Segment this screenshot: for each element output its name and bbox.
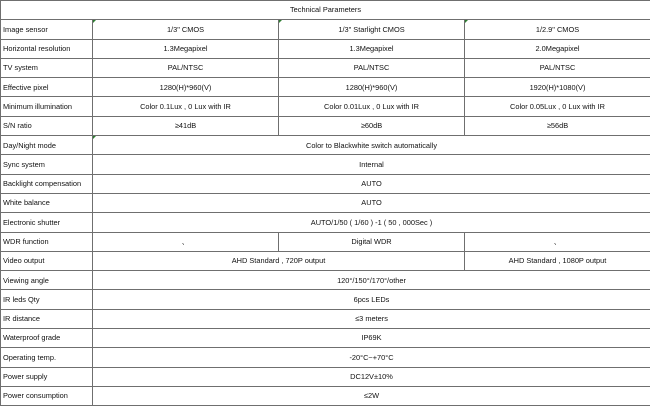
row-sn-ratio <box>1 116 650 135</box>
row-wdr-function <box>1 232 650 251</box>
value-cell: 、 <box>93 232 279 251</box>
row-label: Operating temp. <box>1 348 93 367</box>
row-white-balance <box>1 193 650 212</box>
row-minimum-illumination <box>1 97 650 116</box>
table-title: Technical Parameters <box>1 1 650 20</box>
value-cell: AUTO/1/50 ( 1/60 ) -1 ( 50 , 000Sec ) <box>93 213 650 232</box>
value-cell: Color to Blackwhite switch automatically <box>93 136 650 155</box>
row-operating-temp <box>1 348 650 367</box>
row-video-output <box>1 251 650 270</box>
value-cell: AUTO <box>93 193 650 212</box>
row-label: WDR function <box>1 232 93 251</box>
row-sync-system <box>1 155 650 174</box>
row-label: IR leds Qty <box>1 290 93 309</box>
row-waterproof-grade <box>1 329 650 348</box>
row-label: White balance <box>1 193 93 212</box>
title-row <box>1 1 650 20</box>
value-cell: 1920(H)*1080(V) <box>465 78 650 97</box>
value-cell: Internal <box>93 155 650 174</box>
row-label: IR distance <box>1 309 93 328</box>
value-cell: 1280(H)*960(V) <box>279 78 465 97</box>
row-label: S/N ratio <box>1 116 93 135</box>
value-cell: Color 0.01Lux , 0 Lux with IR <box>279 97 465 116</box>
value-cell: ≤2W <box>93 386 650 405</box>
value-cell: PAL/NTSC <box>279 58 465 77</box>
value-cell: 120°/150°/170°/other <box>93 271 650 290</box>
row-label: Day/Night mode <box>1 136 93 155</box>
row-label: Horizontal resolution <box>1 39 93 58</box>
row-power-supply <box>1 367 650 386</box>
value-cell: AUTO <box>93 174 650 193</box>
row-label: Electronic shutter <box>1 213 93 232</box>
row-label: Sync system <box>1 155 93 174</box>
row-electronic-shutter <box>1 213 650 232</box>
row-tv-system <box>1 58 650 77</box>
value-cell: DC12V±10% <box>93 367 650 386</box>
value-cell: ≤3 meters <box>93 309 650 328</box>
value-cell: 1/3" Starlight CMOS <box>279 20 465 39</box>
row-label: Power supply <box>1 367 93 386</box>
value-cell: -20°C~+70°C <box>93 348 650 367</box>
value-cell: Color 0.1Lux , 0 Lux with IR <box>93 97 279 116</box>
value-cell: ≥41dB <box>93 116 279 135</box>
row-viewing-angle <box>1 271 650 290</box>
row-image-sensor <box>1 20 650 39</box>
row-label: Minimum illumination <box>1 97 93 116</box>
value-cell: Color 0.05Lux , 0 Lux with IR <box>465 97 650 116</box>
row-label: TV system <box>1 58 93 77</box>
value-cell: ≥60dB <box>279 116 465 135</box>
row-ir-leds-qty <box>1 290 650 309</box>
value-cell: Digital WDR <box>279 232 465 251</box>
value-cell: AHD Standard , 720P output <box>93 251 465 270</box>
row-label: Viewing angle <box>1 271 93 290</box>
row-day-night-mode <box>1 136 650 155</box>
value-cell: PAL/NTSC <box>465 58 650 77</box>
row-label: Video output <box>1 251 93 270</box>
value-cell: ≥56dB <box>465 116 650 135</box>
value-cell: IP69K <box>93 329 650 348</box>
value-cell: 、 <box>465 232 650 251</box>
value-cell: 6pcs LEDs <box>93 290 650 309</box>
value-cell: 1280(H)*960(V) <box>93 78 279 97</box>
value-cell: PAL/NTSC <box>93 58 279 77</box>
value-cell: 2.0Megapixel <box>465 39 650 58</box>
row-label: Waterproof grade <box>1 329 93 348</box>
value-cell: 1.3Megapixel <box>93 39 279 58</box>
row-effective-pixel <box>1 78 650 97</box>
row-power-consumption <box>1 386 650 405</box>
row-label: Power consumption <box>1 386 93 405</box>
value-cell: AHD Standard , 1080P output <box>465 251 650 270</box>
value-cell: 1.3Megapixel <box>279 39 465 58</box>
row-label: Backlight compensation <box>1 174 93 193</box>
row-label: Effective pixel <box>1 78 93 97</box>
row-ir-distance <box>1 309 650 328</box>
row-backlight-compensation <box>1 174 650 193</box>
row-label: Image sensor <box>1 20 93 39</box>
value-cell: 1/2.9" CMOS <box>465 20 650 39</box>
value-cell: 1/3" CMOS <box>93 20 279 39</box>
row-horizontal-resolution <box>1 39 650 58</box>
